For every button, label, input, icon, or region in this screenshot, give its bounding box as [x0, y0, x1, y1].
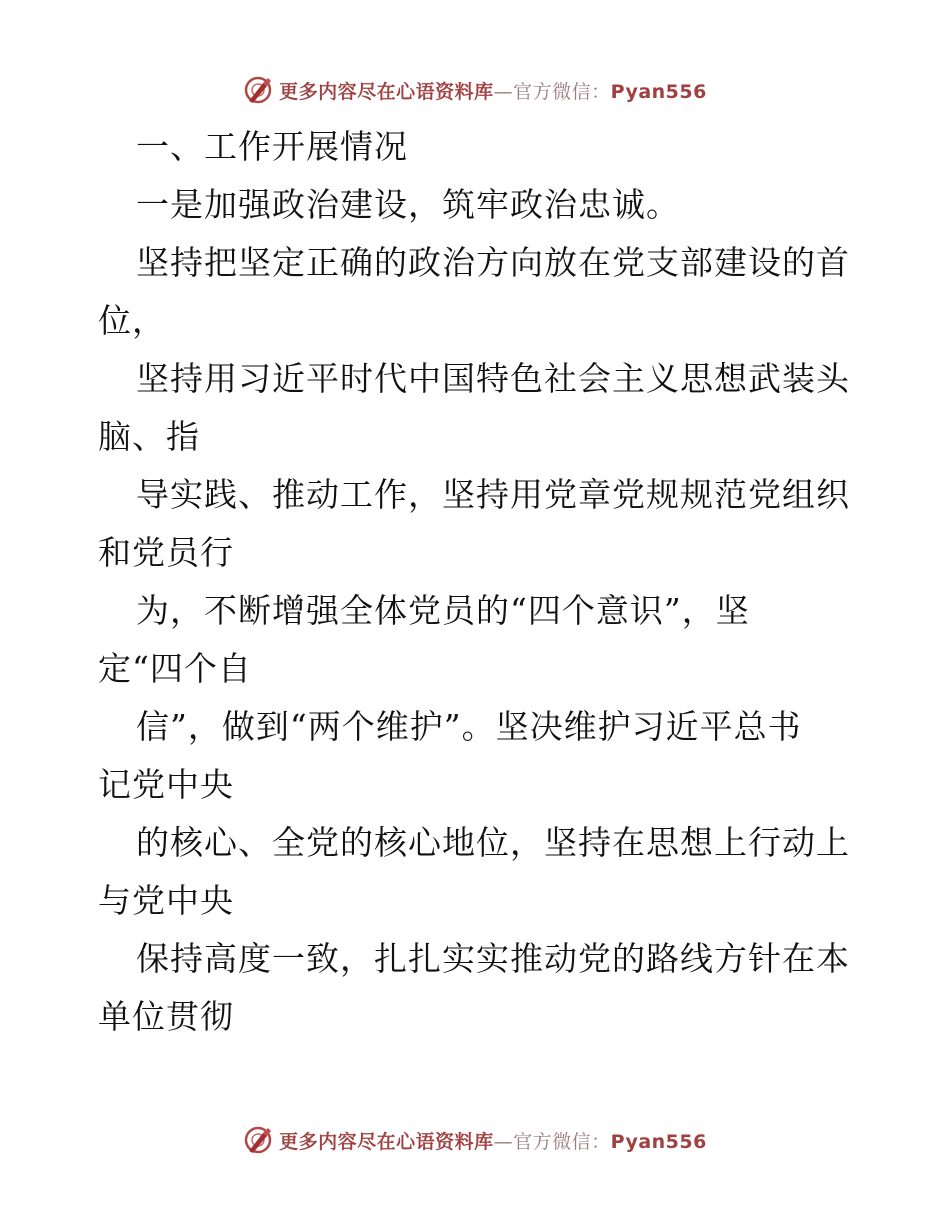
- footer-banner: [0, 1120, 950, 1160]
- pen-logo-icon: [243, 1125, 273, 1155]
- banner-wechat-id: Pyan556: [610, 80, 707, 103]
- paragraph-line: 单位贯彻: [98, 997, 234, 1036]
- paragraph-line: 脑、指: [98, 417, 200, 456]
- banner-wechat-id: Pyan556: [610, 1130, 707, 1153]
- paragraph-line: 导实践、推动工作，坚持用党章党规规范党组织: [136, 475, 850, 514]
- document-body: [98, 118, 858, 1046]
- banner-separator: —: [493, 80, 514, 103]
- paragraph-line: 定“四个自: [98, 649, 252, 688]
- banner-site-text: 更多内容尽在心语资料库: [279, 1130, 494, 1153]
- banner-site-text: 更多内容尽在心语资料库: [279, 80, 494, 103]
- banner-separator: —: [493, 1130, 514, 1153]
- banner-wechat-label: 官方微信：: [513, 1130, 611, 1153]
- paragraph-line: 保持高度一致，扎扎实实推动党的路线方针在本: [136, 939, 850, 978]
- paragraph-line: 的核心、全党的核心地位，坚持在思想上行动上: [136, 823, 850, 862]
- paragraph-line: 坚持用习近平时代中国特色社会主义思想武装头: [136, 359, 850, 398]
- banner-wechat-label: 官方微信：: [513, 80, 611, 103]
- header-banner: [0, 70, 950, 110]
- paragraph-line: 记党中央: [98, 765, 234, 804]
- section-heading: 一、工作开展情况: [136, 127, 408, 166]
- banner-text: [279, 1127, 707, 1154]
- paragraph-line: 和党员行: [98, 533, 234, 572]
- pen-logo-icon: [243, 75, 273, 105]
- paragraph-line: 为，不断增强全体党员的“四个意识”，坚: [136, 591, 750, 630]
- paragraph-line: 坚持把坚定正确的政治方向放在党支部建设的首: [136, 243, 850, 282]
- subsection-heading: 一是加强政治建设，筑牢政治忠诚。: [136, 185, 680, 224]
- banner-text: [279, 77, 707, 104]
- paragraph-line: 信”，做到“两个维护”。坚决维护习近平总书: [136, 707, 802, 746]
- paragraph-line: 位，: [98, 301, 166, 340]
- paragraph-line: 与党中央: [98, 881, 234, 920]
